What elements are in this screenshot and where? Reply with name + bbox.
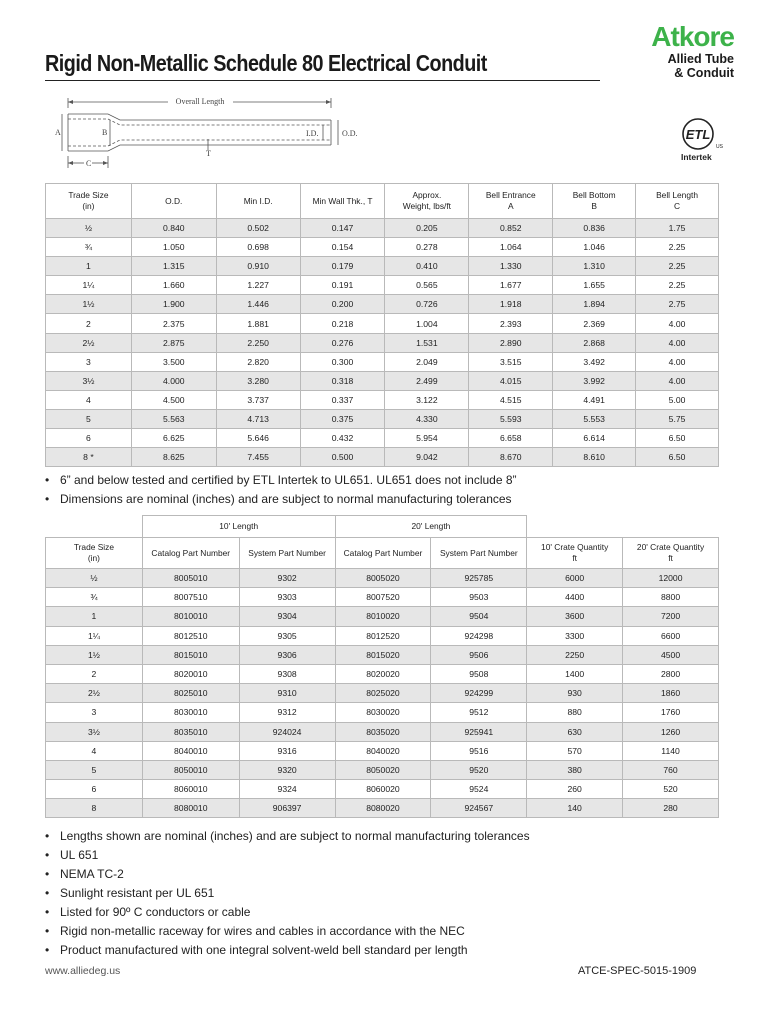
table-cell: 280 [623,799,719,818]
column-header [46,184,132,219]
table-cell: 4.00 [636,352,719,371]
label-id: I.D. [306,129,319,138]
table-cell: 0.300 [300,352,385,371]
table-cell: 8040010 [142,741,239,760]
table-row [46,219,719,238]
table-cell: 9508 [431,664,527,683]
table-cell: 9324 [239,780,335,799]
header-spacer [46,516,143,538]
table-cell: 6 [46,429,132,448]
column-header-label: System Part Number [439,547,518,558]
table-cell: 880 [527,703,623,722]
table-cell: 2 [46,664,143,683]
table-cell: 1.881 [216,314,300,333]
table-cell: 9520 [431,760,527,779]
column-header [469,184,553,219]
table-cell: 0.337 [300,390,385,409]
table-cell: 8035020 [335,722,431,741]
table-cell: 6.50 [636,429,719,448]
table-cell: 8012520 [335,626,431,645]
table-cell: 5.646 [216,429,300,448]
table-cell: 2.393 [469,314,553,333]
table-cell: 930 [527,684,623,703]
table-cell: 9305 [239,626,335,645]
label-overall-length: Overall Length [175,97,225,106]
note-item: • 6” and below tested and certified by ETL Intertek to UL651. UL651 does not include 8” [45,471,517,490]
company-logo [622,22,734,80]
column-header-sublabel: (in) [82,201,95,211]
table-cell: 8015020 [335,645,431,664]
table-row [46,703,719,722]
table-cell: 924298 [431,626,527,645]
product-notes [45,827,530,960]
table-cell: 8 * [46,448,132,467]
table-cell: 4.00 [636,333,719,352]
table-cell: 8800 [623,588,719,607]
column-header-label: Catalog Part Number [343,547,423,558]
column-header-label: Trade Size [73,542,114,552]
column-header [527,538,623,569]
table-cell: 8015010 [142,645,239,664]
note-item: • UL 651 [45,846,530,865]
table-cell: 8040020 [335,741,431,760]
table-cell: 2½ [46,333,132,352]
table-cell: 5 [46,409,132,428]
table-cell: 0.218 [300,314,385,333]
table-cell: 1.531 [385,333,469,352]
table-cell: 0.276 [300,333,385,352]
header-spacer [527,516,719,538]
table-cell: 1.050 [131,238,216,257]
table-cell: 3600 [527,607,623,626]
table-cell: 0.179 [300,257,385,276]
table-cell: 5.00 [636,390,719,409]
table-cell: 924567 [431,799,527,818]
table-cell: 1.064 [469,238,553,257]
footer-url[interactable]: www.alliedeg.us [45,965,121,977]
note-item: • NEMA TC-2 [45,865,530,884]
column-header [46,538,143,569]
table-cell: 1860 [623,684,719,703]
table-row [46,314,719,333]
table-cell: 0.852 [469,219,553,238]
table-cell: 4.00 [636,314,719,333]
table-cell: 9304 [239,607,335,626]
table-cell: 5.563 [131,409,216,428]
table-cell: 1.677 [469,276,553,295]
table-cell: 0.698 [216,238,300,257]
table-cell: 6600 [623,626,719,645]
table-cell: 6.658 [469,429,553,448]
page-title: Rigid Non-Metallic Schedule 80 Electrical Conduit [45,50,487,76]
table-cell: 2.868 [553,333,636,352]
table-cell: 140 [527,799,623,818]
table-cell: 8080020 [335,799,431,818]
column-header [385,184,469,219]
table-cell: 4500 [623,645,719,664]
table-cell: 1260 [623,722,719,741]
label-c: C [86,159,92,168]
column-header [636,184,719,219]
table-cell: 9504 [431,607,527,626]
table-cell: 8030010 [142,703,239,722]
table-cell: 9524 [431,780,527,799]
table-cell: 1.894 [553,295,636,314]
table-cell: 1.655 [553,276,636,295]
table-cell: 2½ [46,684,143,703]
table-cell: 3.992 [553,371,636,390]
table-row [46,238,719,257]
table-cell: 2.25 [636,238,719,257]
table-cell: 1.315 [131,257,216,276]
etl-us: US [716,144,723,150]
table-cell: 260 [527,780,623,799]
table-row [46,780,719,799]
table-cell: 924299 [431,684,527,703]
column-header [623,538,719,569]
table-cell: 8060010 [142,780,239,799]
note-item: • Dimensions are nominal (inches) and are subject to normal manufacturing tolerances [45,490,517,509]
column-header-label: Min Wall Thk., T [312,195,373,206]
table-cell: 6000 [527,569,623,588]
table-cell: 9310 [239,684,335,703]
table-cell: 8 [46,799,143,818]
table-cell: 3 [46,352,132,371]
table-cell: 2.890 [469,333,553,352]
table-cell: 1½ [46,295,132,314]
column-header-sublabel: ft [572,553,577,563]
table-cell: 9320 [239,760,335,779]
table-row [46,569,719,588]
table-cell: 9312 [239,703,335,722]
table-row [46,448,719,467]
table-row [46,760,719,779]
table-cell: 2.369 [553,314,636,333]
table-cell: 6 [46,780,143,799]
table-cell: 5.954 [385,429,469,448]
table-cell: 1.330 [469,257,553,276]
table-row [46,626,719,645]
table-cell: 0.726 [385,295,469,314]
table-cell: 0.840 [131,219,216,238]
table-cell: ½ [46,569,143,588]
table-cell: 5.593 [469,409,553,428]
table-cell: 8010010 [142,607,239,626]
table-cell: 1 [46,607,143,626]
table-cell: 0.200 [300,295,385,314]
table-cell: 0.318 [300,371,385,390]
table-cell: 8.625 [131,448,216,467]
table-cell: 5 [46,760,143,779]
table-cell: 0.375 [300,409,385,428]
table-cell: 8012510 [142,626,239,645]
table-cell: 906397 [239,799,335,818]
note-item: • Sunlight resistant per UL 651 [45,884,530,903]
column-header [142,538,239,569]
table-cell: 0.836 [553,219,636,238]
table-cell: 9512 [431,703,527,722]
table-cell: 8025010 [142,684,239,703]
table-cell: 630 [527,722,623,741]
table-header-row [46,538,719,569]
note-item: • Lengths shown are nominal (inches) and are subject to normal manufacturing tolerances [45,827,530,846]
column-header-sublabel: ft [668,553,673,563]
table-cell: 0.205 [385,219,469,238]
table-row [46,741,719,760]
table-row [46,409,719,428]
table-cell: 2800 [623,664,719,683]
table-cell: 1.227 [216,276,300,295]
table-cell: ¾ [46,588,143,607]
table-cell: 1.310 [553,257,636,276]
table-cell: 1760 [623,703,719,722]
table-cell: 380 [527,760,623,779]
table-cell: 1400 [527,664,623,683]
table-cell: 9316 [239,741,335,760]
table-cell: ½ [46,219,132,238]
table-cell: 8007520 [335,588,431,607]
table-cell: 2.375 [131,314,216,333]
column-header [131,184,216,219]
column-header [239,538,335,569]
table-cell: 0.565 [385,276,469,295]
table-cell: 4400 [527,588,623,607]
column-header-label: Bell Entrance [485,190,536,200]
table-cell: 3 [46,703,143,722]
column-header-sublabel: B [591,201,597,211]
table-cell: 8080010 [142,799,239,818]
table-cell: 2.820 [216,352,300,371]
table-cell: 4.330 [385,409,469,428]
column-header-label: Approx. [412,190,442,200]
table-cell: 6.614 [553,429,636,448]
table-row [46,588,719,607]
table-cell: 9.042 [385,448,469,467]
column-header [431,538,527,569]
table-cell: 8060020 [335,780,431,799]
table-cell: 8007510 [142,588,239,607]
table-cell: 0.191 [300,276,385,295]
column-header [300,184,385,219]
table-cell: 1½ [46,645,143,664]
table-row [46,371,719,390]
table-cell: 0.500 [300,448,385,467]
table-cell: 5.553 [553,409,636,428]
table-cell: 8050020 [335,760,431,779]
table-cell: 0.410 [385,257,469,276]
column-header-label: 20' Crate Quantity [636,542,705,552]
table-row [46,390,719,409]
table-cell: 7.455 [216,448,300,467]
column-header-sublabel: C [674,201,681,211]
table-cell: 9302 [239,569,335,588]
table-cell: 0.432 [300,429,385,448]
table-cell: 3½ [46,722,143,741]
table-cell: 4.500 [131,390,216,409]
table-row [46,333,719,352]
table-cell: 1140 [623,741,719,760]
table-cell: 6.625 [131,429,216,448]
table-cell: 1.900 [131,295,216,314]
label-a: A [55,128,61,137]
table-cell: 0.502 [216,219,300,238]
table-cell: 1.004 [385,314,469,333]
label-od: O.D. [342,129,358,138]
table-cell: 8050010 [142,760,239,779]
conduit-dimension-drawing [48,90,368,172]
table-cell: 925785 [431,569,527,588]
etl-listed-icon [680,117,730,171]
column-header-label: Trade Size [68,190,109,200]
table-cell: 6.50 [636,448,719,467]
table-cell: 9306 [239,645,335,664]
table-cell: 0.147 [300,219,385,238]
table-cell: 4.515 [469,390,553,409]
label-t: T [206,149,211,158]
table-cell: 9503 [431,588,527,607]
table-cell: 1.660 [131,276,216,295]
table-cell: 924024 [239,722,335,741]
table-cell: 2.25 [636,276,719,295]
table-row [46,276,719,295]
column-header [216,184,300,219]
table-row [46,684,719,703]
table-row [46,295,719,314]
table-cell: 8020020 [335,664,431,683]
note-item: • Product manufactured with one integral solvent-weld bell standard per length [45,941,530,960]
column-header-sublabel: A [507,201,514,211]
table-row [46,722,719,741]
table-cell: 1¼ [46,626,143,645]
table-cell: 4 [46,390,132,409]
dimensions-table [45,183,719,467]
table-cell: 3.280 [216,371,300,390]
column-header-label: Bell Bottom [572,190,616,200]
table-cell: 9506 [431,645,527,664]
table-cell: 2.049 [385,352,469,371]
table-cell: 8010020 [335,607,431,626]
table-cell: 1.75 [636,219,719,238]
table-cell: ¾ [46,238,132,257]
table-cell: 1 [46,257,132,276]
table-cell: 2 [46,314,132,333]
table-cell: 1.046 [553,238,636,257]
table-cell: 3.515 [469,352,553,371]
etl-mark: ETL [685,127,711,142]
table-cell: 3.122 [385,390,469,409]
table-row [46,429,719,448]
table-cell: 3½ [46,371,132,390]
part-numbers-table [45,515,719,818]
table-cell: 9308 [239,664,335,683]
table-cell: 2.875 [131,333,216,352]
table-cell: 1.918 [469,295,553,314]
table-cell: 4.491 [553,390,636,409]
table-cell: 12000 [623,569,719,588]
table-cell: 1.446 [216,295,300,314]
table-cell: 8035010 [142,722,239,741]
logo-sub-1: Allied Tube [667,52,734,66]
column-header-label: 10' Crate Quantity [541,542,609,552]
table-cell: 925941 [431,722,527,741]
column-header [335,538,431,569]
table-cell: 2.250 [216,333,300,352]
column-header-sublabel: Weight, lbs/ft [402,201,451,211]
table-row [46,257,719,276]
table-cell: 760 [623,760,719,779]
column-header-sublabel: (in) [87,553,100,563]
table-row [46,664,719,683]
logo-brand: Atkore [651,21,734,52]
group-header-10ft: 10' Length [142,516,335,538]
footer-doc-code: ATCE-SPEC-5015-1909 [578,965,697,977]
table-cell: 0.910 [216,257,300,276]
note-item: • Rigid non-metallic raceway for wires and cables in accordance with the NEC [45,922,530,941]
title-rule [45,80,600,81]
table-cell: 8025020 [335,684,431,703]
table-cell: 5.75 [636,409,719,428]
table-header-row [46,184,719,219]
table-cell: 4.713 [216,409,300,428]
table-cell: 3300 [527,626,623,645]
table-cell: 3.492 [553,352,636,371]
table-cell: 9516 [431,741,527,760]
table-cell: 3.737 [216,390,300,409]
table-row [46,799,719,818]
table-cell: 4.015 [469,371,553,390]
table-cell: 7200 [623,607,719,626]
table-row [46,352,719,371]
table-row [46,645,719,664]
table-cell: 2250 [527,645,623,664]
dimension-notes [45,471,517,509]
column-header [553,184,636,219]
table-cell: 8.670 [469,448,553,467]
table-cell: 570 [527,741,623,760]
column-header-label: Catalog Part Number [151,547,231,558]
table-cell: 1¼ [46,276,132,295]
column-header-label: Bell Length [656,190,698,200]
table-cell: 4 [46,741,143,760]
table-cell: 0.278 [385,238,469,257]
column-header-label: O.D. [165,195,183,206]
table-cell: 8030020 [335,703,431,722]
table-cell: 8005020 [335,569,431,588]
table-cell: 9303 [239,588,335,607]
table-row [46,607,719,626]
table-cell: 4.00 [636,371,719,390]
label-b: B [102,128,108,137]
table-cell: 4.000 [131,371,216,390]
table-cell: 3.500 [131,352,216,371]
table-cell: 2.25 [636,257,719,276]
table-cell: 2.499 [385,371,469,390]
logo-sub-2: & Conduit [674,66,734,80]
column-header-label: Min I.D. [243,195,273,206]
table-cell: 8.610 [553,448,636,467]
table-cell: 520 [623,780,719,799]
table-cell: 0.154 [300,238,385,257]
note-item: • Listed for 90º C conductors or cable [45,903,530,922]
column-header-label: System Part Number [248,547,326,558]
table-cell: 8005010 [142,569,239,588]
intertek-label: Intertek [681,152,712,162]
group-header-20ft: 20' Length [335,516,527,538]
table-cell: 2.75 [636,295,719,314]
table-cell: 8020010 [142,664,239,683]
